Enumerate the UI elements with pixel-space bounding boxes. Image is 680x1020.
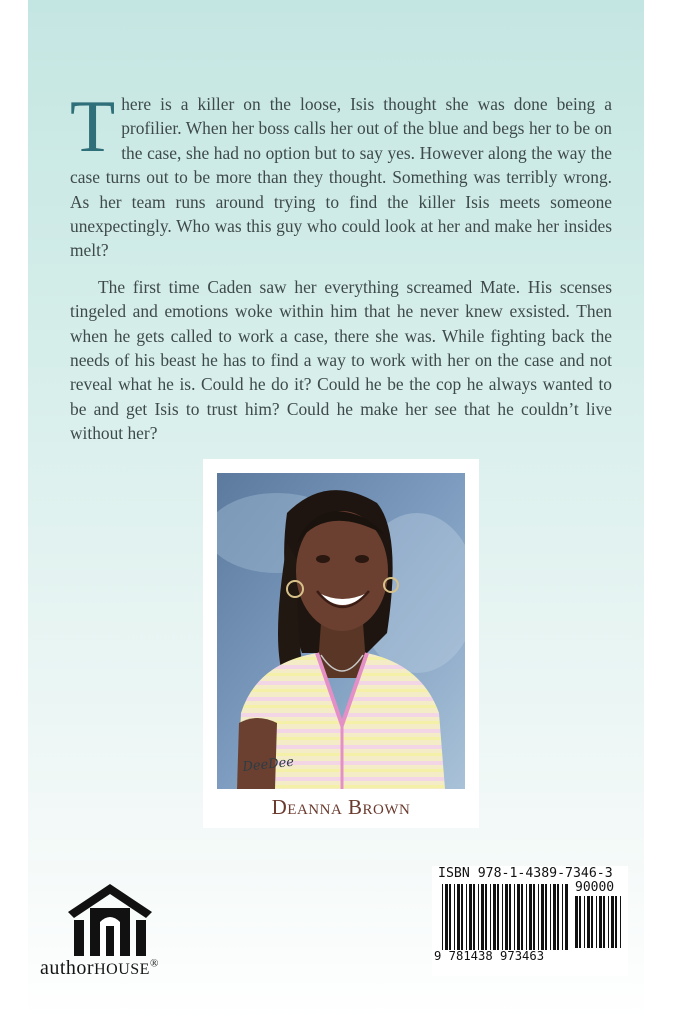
barcode-bar	[454, 884, 455, 950]
barcode-bar	[442, 884, 443, 950]
author-name: Deanna Brown	[271, 795, 411, 819]
barcode-bar	[557, 884, 559, 950]
barcode-bar	[620, 896, 621, 948]
blurb-paragraph-1	[70, 86, 612, 263]
authorhouse-logo-text	[40, 957, 159, 980]
barcode-bar	[575, 896, 578, 948]
barcode-bar	[599, 896, 602, 948]
barcode-bar	[550, 884, 551, 950]
author-photo	[217, 473, 465, 789]
barcode-bar	[505, 884, 508, 950]
author-photo-card	[203, 459, 479, 828]
isbn-label: ISBN 978-1-4389-7346-3	[438, 866, 613, 881]
barcode-bar	[533, 884, 535, 950]
publisher-name-caps: HOUSE	[94, 961, 150, 978]
barcode-bar	[553, 884, 556, 950]
barcode-bar	[457, 884, 460, 950]
barcode-bar	[449, 884, 451, 950]
barcode-bar	[562, 884, 563, 950]
publisher-name-lower: author	[40, 957, 95, 979]
barcode-bar	[608, 896, 609, 948]
barcode-bar	[509, 884, 511, 950]
barcode-bar	[587, 896, 590, 948]
barcode-digits: 9 781438 973463	[434, 949, 545, 963]
isbn-barcode	[432, 866, 628, 976]
barcode-bar	[565, 884, 568, 950]
barcode-bar	[545, 884, 547, 950]
barcode-bar	[481, 884, 484, 950]
barcode-bar	[517, 884, 520, 950]
barcode-bar	[502, 884, 503, 950]
barcode-bar	[611, 896, 614, 948]
barcode-bar	[591, 896, 593, 948]
barcode-bar	[478, 884, 479, 950]
barcode-bar	[469, 884, 472, 950]
barcode-bar	[529, 884, 532, 950]
barcode-bar	[490, 884, 491, 950]
price-code: 90000	[575, 880, 615, 895]
barcode-bar	[615, 896, 617, 948]
barcode-bar	[493, 884, 496, 950]
drop-cap: T	[70, 86, 116, 168]
barcode-bar	[466, 884, 467, 950]
blurb-paragraph-2: The first time Caden saw her everything screamed Mate. His scenses tingeled and emotions woke within him that he never knew exsisted. Then when he gets called to work a case, there she was. While fighting back the needs of his beast he has to find a way to work with her on the case and not reveal what he is. Could he do it? Could he be the cop he always wanted to be and get Isis to trust him? Could he make her see that he couldn’t live without her?	[70, 276, 612, 444]
price-barcode-bars	[575, 896, 625, 948]
tattoo-text: DeeDee	[241, 754, 295, 775]
barcode-bar	[514, 884, 515, 950]
barcode-bar	[485, 884, 487, 950]
barcode-bar	[445, 884, 448, 950]
barcode-bar	[584, 896, 585, 948]
back-cover-blurb	[70, 86, 612, 458]
barcode-bar	[461, 884, 463, 950]
barcode-bar	[526, 884, 527, 950]
barcode-bar	[541, 884, 544, 950]
blurb-paragraph-1-text: here is a killer on the loose, Isis thought she was done being a profilier. When her boss calls her out of the blue and begs her to be on the case, she had no option but to say yes. However along the way the case turns out to be more than they thought. Something was terribly wrong. As her team runs around trying to find the killer Isis meets someone unexpectingly. Who was this guy who could look at her and make her insides melt?	[70, 94, 612, 261]
barcode-bars	[442, 884, 570, 950]
barcode-bar	[473, 884, 475, 950]
barcode-bar	[538, 884, 539, 950]
barcode-bar	[596, 896, 597, 948]
registered-mark: ®	[149, 957, 159, 970]
barcode-bar	[579, 896, 581, 948]
barcode-bar	[497, 884, 499, 950]
barcode-bar	[521, 884, 523, 950]
authorhouse-logo-icon	[66, 882, 154, 958]
barcode-bar	[603, 896, 605, 948]
